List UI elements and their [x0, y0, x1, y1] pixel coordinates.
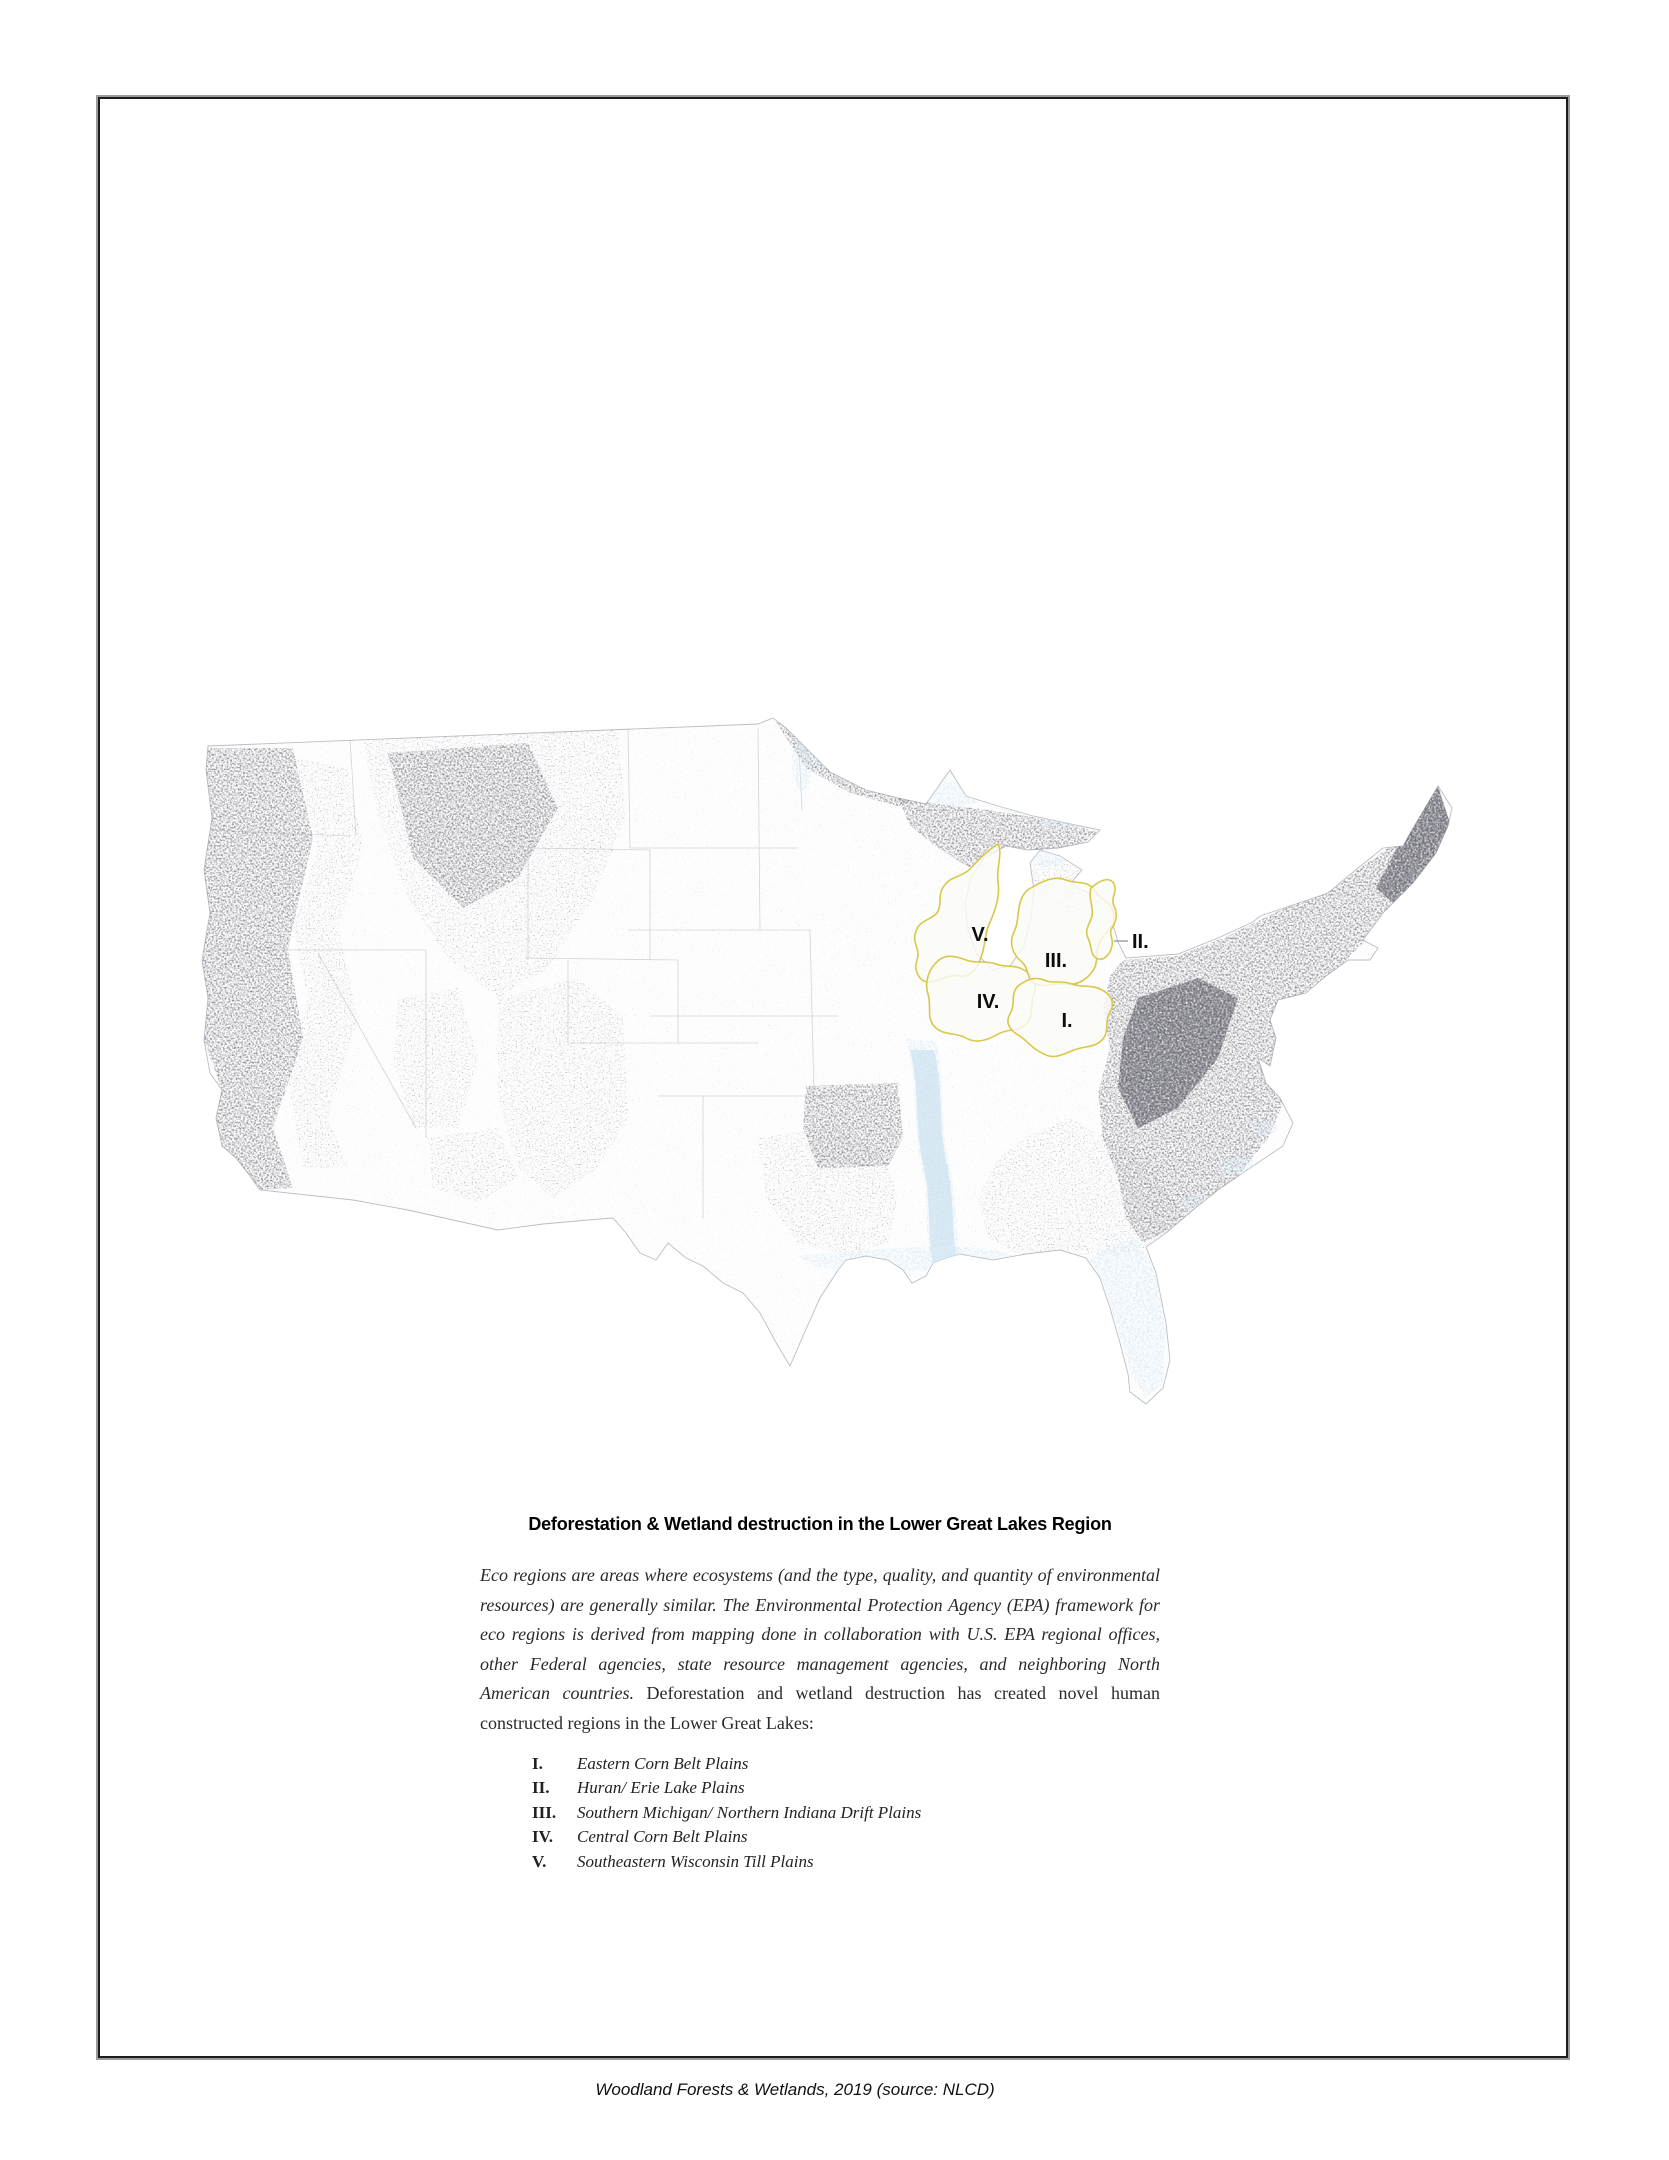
map-texture-layers	[198, 698, 1458, 1418]
list-item	[532, 1801, 1160, 1825]
us-forest-wetland-map	[198, 698, 1458, 1418]
page-title: Deforestation & Wetland destruction in the Lower Great Lakes Region	[528, 1514, 1112, 1534]
list-item	[532, 1752, 1160, 1776]
list-item-numeral: V.	[532, 1851, 547, 1871]
region-v-label: V.	[971, 924, 989, 946]
list-item	[532, 1776, 1160, 1800]
list-item-label: Eastern Corn Belt Plains	[577, 1754, 749, 1773]
text-block	[480, 1514, 1160, 1874]
list-item	[532, 1825, 1160, 1849]
list-item-numeral: II.	[532, 1778, 550, 1798]
body-paragraph-regular: Deforestation and wetland destruction has created novel human constructed regions in the Lower Great Lakes:	[480, 1683, 1161, 1733]
list-item-label: Central Corn Belt Plains	[577, 1827, 748, 1847]
ecoregion-ii-outline	[1087, 880, 1117, 960]
figure-caption: Woodland Forests & Wetlands, 2019 (source: NLCD)	[595, 2080, 995, 2099]
region-iv-label: IV.	[976, 991, 1000, 1013]
us-map-svg	[198, 698, 1458, 1418]
eco-region-list	[532, 1752, 1160, 1874]
region-ii-label: II.	[1132, 931, 1149, 953]
list-item-label: Southern Michigan/ Northern Indiana Drift Plains	[577, 1802, 922, 1822]
region-iii-label: III.	[1044, 950, 1068, 972]
list-item-numeral: III.	[532, 1802, 557, 1822]
region-i-label: I.	[1061, 1010, 1073, 1032]
list-item-label: Southeastern Wisconsin Till Plains	[577, 1851, 814, 1871]
list-item-numeral: I.	[532, 1754, 543, 1773]
body-paragraph-italic: Eco regions are areas where ecosystems (and the type, quality, and quantity of environmental resources) are generally similar. The Environmental Protection Agency (EPA) framework for eco regions is derived from mapping done in collaboration with U.S. EPA regional offices, other Federal agencies, state resource management agencies, and neighboring North American countries.	[480, 1565, 1160, 1703]
maine-forest	[1376, 786, 1450, 903]
list-item-numeral: IV.	[532, 1827, 553, 1847]
body-paragraph	[480, 1561, 1160, 1738]
list-item	[532, 1850, 1160, 1874]
list-item-label: Huran/ Erie Lake Plains	[577, 1778, 745, 1798]
